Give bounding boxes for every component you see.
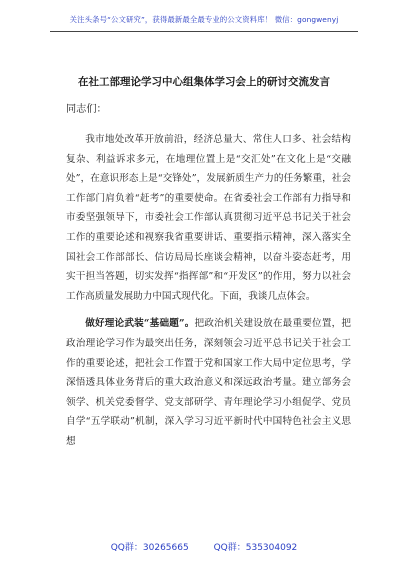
paragraph-text: 把政治机关建设放在最重要位置，把政治理论学习作为最突出任务，深刻领会习近平总书记关于社会工作的重要论述，把社会工作置于党和国家工作大局中定位思考，学深悟透具体业务背后的重大政治意义和深远政治考量。建立部务会领学、机关党委督学、党支部研学、青年理论学习小组促学、党员自学“五学联动”机制，深入学习习近平新时代中国特色社会主义思想 [66, 318, 351, 447]
qq-group-1: QQ群：30265665 [110, 543, 189, 553]
header-divider [50, 31, 358, 32]
qq-group-2: QQ群：535304092 [213, 543, 298, 553]
salutation: 同志们： [66, 104, 107, 115]
paragraph-intro: 我市地处改革开放前沿，经济总量大、常住人口多、社会结构复杂、利益诉求多元，在地理位置上是“交汇处”在文化上是“交融处”，在意识形态上是“交锋处”，发展新质生产力的任务繁重，社会工作部门肩负着“赶考”的重要使命。在省委社会工作部有力指导和市委坚强领导下，市委社会工作部认真贯彻习近平总书记关于社会工作的重要论述和视察我省重要讲话、重要指示精神，深入落实全国社会工作部部长、信访局局长座谈会精神，以奋斗姿态赶考，用实干担当答题，切实发挥“指挥部”和“开发区”的作用，努力以社会工作高质量发展助力中国式现代化。下面，我谈几点体会。 [66, 134, 351, 302]
header-banner: 关注头条号“公文研究”，获得最新最全最专业的公文资料库！ 微信：gongwenyj [69, 15, 339, 24]
document-body [66, 130, 351, 452]
footer [0, 540, 408, 553]
document-title: 在社工部理论学习中心组集体学习会上的研讨交流发言 [78, 76, 330, 88]
paragraph-lead: 做好理论武装“基础题”。 [85, 318, 195, 330]
paragraph-theory [66, 314, 351, 451]
